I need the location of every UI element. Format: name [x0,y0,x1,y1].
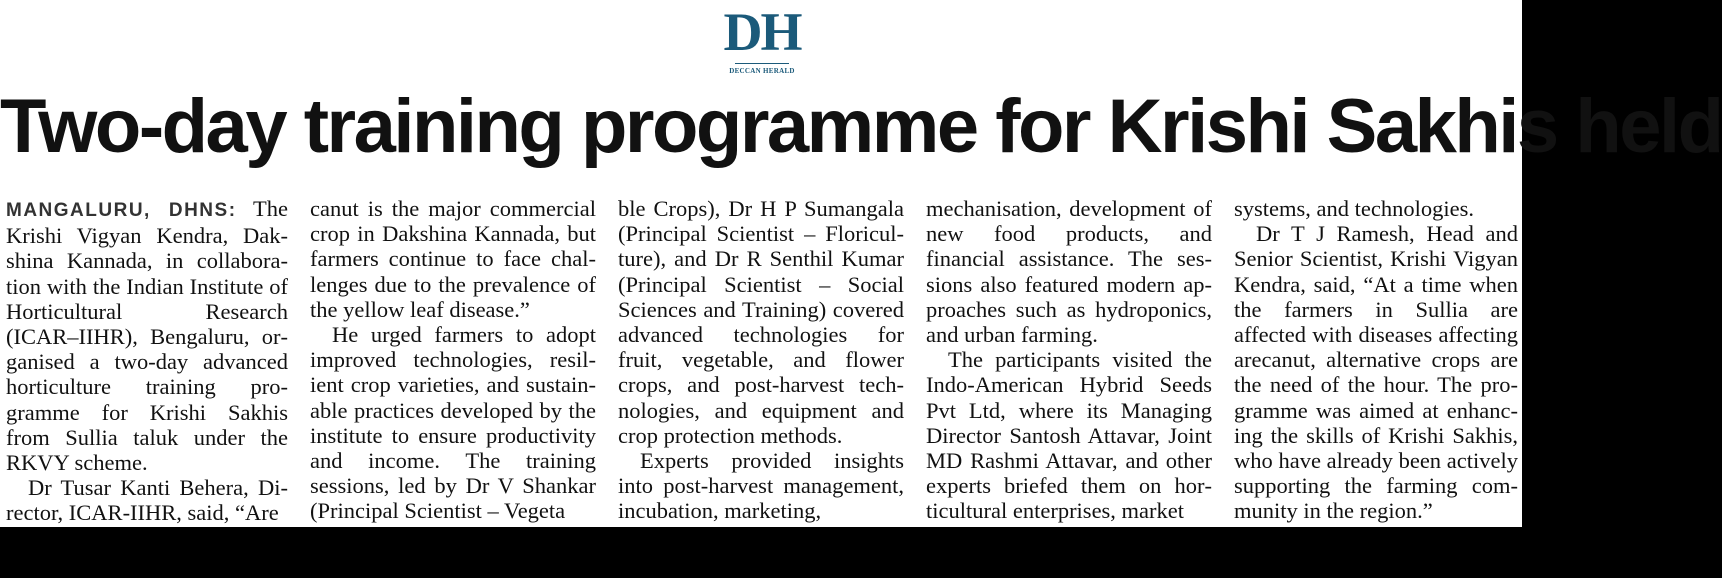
logo-rule [735,63,789,64]
logo-subtitle: DECCAN HERALD [729,67,795,75]
article-column-1: MANGALURU, DHNS: The Krishi Vigyan Kendra, Dakshina Kannada, in collaboration with the Indian Institute of Horticultural Research (ICAR–IIHR), Bengaluru, organised a two-day advanced horticulture training programme for Krishi Sakhis from Sullia taluk under the RKVY scheme. Dr Tusar Kanti Behera, Director, ICAR-IIHR, said, “Are [6,196,288,526]
logo-mark: DH [723,2,801,62]
headline: Two-day training programme for Krishi Sakhis held [0,84,1722,169]
article-column-4: mechanisation, development of new food products, and financial assistance. The sessions also featured modern approaches such as hydroponics, and urban farming. The participants visited the Indo-American Hybrid Seeds Pvt Ltd, where its Managing Director Santosh Attavar, Joint MD Rashmi Attavar, and other experts briefed them on horticultural enterprises, market [926,196,1212,524]
article-column-2: canut is the major commercial crop in Dakshina Kannada, but farmers continue to face challenges due to the prevalence of the yellow leaf disease.” He urged farmers to adopt improved technologies, resilient crop varieties, and sustainable practices developed by the institute to ensure productivity and income. The training sessions, led by Dr V Shankar (Principal Scientist – Vegeta [310,196,596,524]
article-column-5: systems, and technologies. Dr T J Ramesh, Head and Senior Scientist, Krishi Vigyan Kendra, said, “At a time when the farmers in Sullia are affected with diseases affecting arecanut, alternative crops are the need of the hour. The programme was aimed at enhancing the skills of Krishi Sakhis, who have already been actively supporting the farming community in the region.” [1234,196,1518,524]
article-column-3: ble Crops), Dr H P Sumangala (Principal Scientist – Floriculture), and Dr R Senthil Kumar (Principal Scientist – Social Sciences and Training) covered advanced technologies for fruit, vegetable, and flower crops, and post-harvest technologies, and equipment and crop protection methods. Experts provided insights into post-harvest management, incubation, marketing, [618,196,904,524]
deccan-herald-logo [721,2,803,79]
dateline: MANGALURU, DHNS: [6,200,237,221]
